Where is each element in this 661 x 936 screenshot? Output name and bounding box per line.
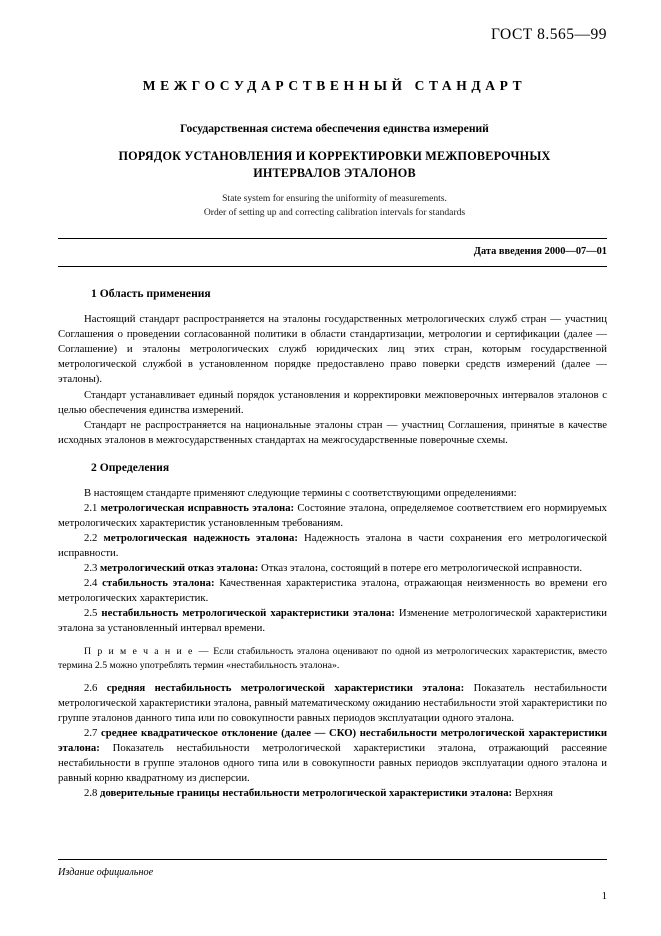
english-title-line-2: Order of setting up and correcting calibration intervals for standards (203, 206, 466, 218)
footer-note: Издание официальное (58, 867, 154, 878)
term-2-7 (58, 726, 607, 786)
term-2-3-number: 2.3 (84, 562, 98, 575)
section-heading-2: 2 Определения (91, 461, 170, 475)
page-title: ПОРЯДОК УСТАНОВЛЕНИЯ И КОРРЕКТИРОВКИ МЕЖПОВЕРОЧНЫХ ИНТЕРВАЛОВ ЭТАЛОНОВ (118, 149, 551, 180)
section-1-paragraph-3: Стандарт не распространяется на национальные эталоны стран — участниц Соглашения, принятые в качестве исходных эталонов в межгосударственных стандартах на межгосударственные поверочные схемы. (58, 419, 607, 447)
term-2-4-term: стабильность эталона: (102, 577, 215, 590)
document-body (58, 280, 607, 801)
term-2-2-term: метрологическая надежность эталона: (103, 532, 298, 545)
standard-type-heading: МЕЖГОСУДАРСТВЕННЫЙ СТАНДАРТ (142, 78, 527, 93)
note-block (58, 645, 607, 672)
term-2-2-definition: Надежность эталона в части сохранения его метрологической исправности. (58, 532, 608, 560)
english-title-line-1: State system for ensuring the uniformity of measurements. (222, 193, 447, 204)
title-block (86, 122, 583, 182)
term-2-1 (58, 501, 607, 531)
term-2-6-number: 2.6 (84, 682, 98, 695)
english-title-block (86, 192, 583, 220)
divider-top (58, 238, 607, 239)
term-2-1-number: 2.1 (84, 502, 98, 515)
term-2-7-term: среднее квадратическое отклонение (далее — СКО) нестабильности метрологической характеристики эталона: (58, 727, 608, 755)
divider-bottom (58, 266, 607, 267)
section-heading-1: 1 Область применения (91, 287, 211, 300)
term-2-8 (58, 786, 607, 801)
page-number: 1 (601, 891, 607, 902)
term-2-1-term: метрологическая исправность эталона: (100, 502, 295, 515)
section-1-paragraph-1: Настоящий стандарт распространяется на эталоны государственных метрологических служб стран — участниц Соглашения о проведении согласованной политики в области стандартизации, метрологии и сертификации (далее — Соглашение) и эталоны метрологических служб юридических лиц этих стран, которым государственной метрологической службой в установленном порядке предоставлено право поверки средств измерений (далее — эталоны). (58, 313, 607, 386)
note-text: Если стабильность эталона оценивают по одной из метрологических характеристик, вместо термина 2.5 можно употреблять термин «нестабильность эталона». (58, 646, 607, 671)
term-2-6 (58, 681, 607, 726)
term-2-5-number: 2.5 (84, 607, 98, 620)
term-2-7-definition: Показатель нестабильности метрологической характеристики эталона, отражающий рассеяние нестабильности в группе эталонов одного типа или в совокупности равных периодов эксплуатации одного эталона и равный корню квадратному из дисперсии. (58, 742, 607, 785)
section-1-paragraph-2: Стандарт устанавливает единый порядок установления и корректировки межповерочных интервалов эталонов с целью обеспечения единства измерений. (58, 388, 607, 416)
term-2-5-definition: Изменение метрологической характеристики эталона за установленный интервал времени. (58, 607, 608, 635)
document-subtitle: Государственная система обеспечения единства измерений (180, 122, 489, 135)
note-label: П р и м е ч а н и е — (84, 646, 210, 658)
term-2-6-definition: Показатель нестабильности метрологической характеристики эталона, равный математическому ожиданию нестабильности этой характеристики по группе эталонов данного типа или по совокупности равных периодов эксплуатации одного эталона. (58, 682, 608, 725)
term-2-3-definition: Отказ эталона, состоящий в потере его метрологической исправности. (261, 562, 583, 575)
term-2-1-definition: Состояние эталона, определяемое соответствием его нормируемых метрологических характеристик установленным требованиям. (58, 502, 608, 530)
term-2-3-term: метрологический отказ эталона: (100, 562, 259, 575)
term-2-4-definition: Качественная характеристика эталона, отражающая неизменность во времени его метрологических характеристик. (58, 577, 607, 605)
footer-divider (58, 859, 607, 860)
term-2-8-number: 2.8 (84, 787, 98, 800)
effective-date: Дата введения 2000—07—01 (473, 246, 607, 257)
section-2-intro: В настоящем стандарте применяют следующие термины с соответствующими определениями: (84, 487, 517, 500)
term-2-3 (58, 561, 607, 576)
term-2-4-number: 2.4 (84, 577, 98, 590)
term-2-7-number: 2.7 (84, 727, 98, 740)
term-2-2-number: 2.2 (84, 532, 98, 545)
term-2-6-term: средняя нестабильность метрологической характеристики эталона: (106, 682, 465, 695)
term-2-5-term: нестабильность метрологической характеристики эталона: (101, 607, 395, 620)
term-2-4 (58, 576, 607, 606)
term-2-8-term: доверительные границы нестабильности метрологической характеристики эталона: (100, 787, 513, 800)
term-2-5 (58, 606, 607, 636)
gost-number: ГОСТ 8.565—99 (490, 26, 607, 43)
term-2-8-definition: Верхняя (514, 787, 553, 800)
term-2-2 (58, 531, 607, 561)
